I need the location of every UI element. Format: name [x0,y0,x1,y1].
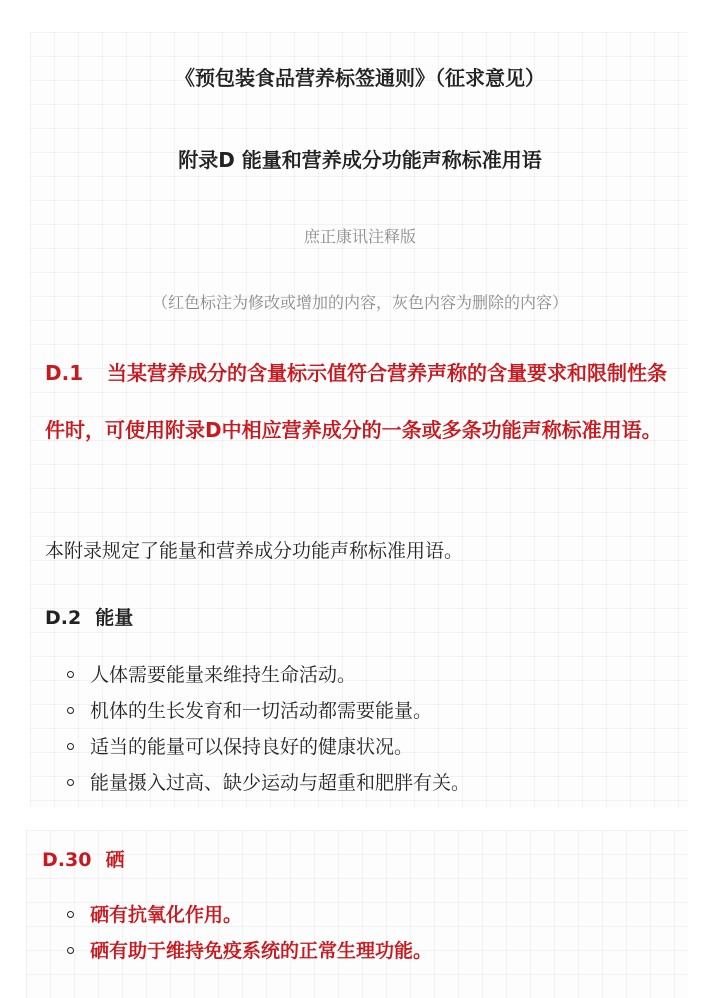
list-item-text: 硒有助于维持免疫系统的正常生理功能。 [90,940,433,962]
circle-bullet-icon [67,911,74,918]
list-d2-energy [66,660,470,804]
list-item-text: 适当的能量可以保持良好的健康状况。 [90,736,414,758]
scope-note: 本附录规定了能量和营养成分功能声称标准用语。 [45,540,464,562]
section-d30-title: 硒 [105,849,125,871]
circle-bullet-icon [67,743,74,750]
section-heading-d30 [42,845,124,872]
list-item-text: 机体的生长发育和一切活动都需要能量。 [90,700,433,722]
circle-bullet-icon [67,671,74,678]
list-d30-selenium [66,900,432,972]
section-d2-title: 能量 [95,607,134,629]
clause-d1-text: 当某营养成分的含量标示值符合营养声称的含量要求和限制性条件时，可使用附录D中相应营养成分的一条或多条功能声称标准用语。 [45,361,667,442]
section-heading-d2 [45,603,133,630]
list-item [66,732,470,768]
section-d30-number: D.30 [42,849,92,871]
list-item-text: 人体需要能量来维持生命活动。 [90,664,357,686]
list-item [66,936,432,972]
list-item [66,900,432,936]
list-item [66,696,470,732]
clause-d1-number: D.1 [45,361,84,385]
section-d2-number: D.2 [45,607,82,629]
annotator-label: 庶正康讯注释版 [303,227,416,246]
list-item [66,768,470,804]
clause-d1 [45,345,685,459]
legend-note: （红色标注为修改或增加的内容，灰色内容为删除的内容） [151,293,568,312]
list-item-text: 硒有抗氧化作用。 [90,904,243,926]
list-item-text: 能量摄入过高、缺少运动与超重和肥胖有关。 [90,772,471,794]
appendix-title: 附录D 能量和营养成分功能声称标准用语 [178,148,542,172]
circle-bullet-icon [67,947,74,954]
list-item [66,660,470,696]
circle-bullet-icon [67,707,74,714]
document-title: 《预包装食品营养标签通则》（征求意见） [175,66,545,90]
circle-bullet-icon [67,779,74,786]
